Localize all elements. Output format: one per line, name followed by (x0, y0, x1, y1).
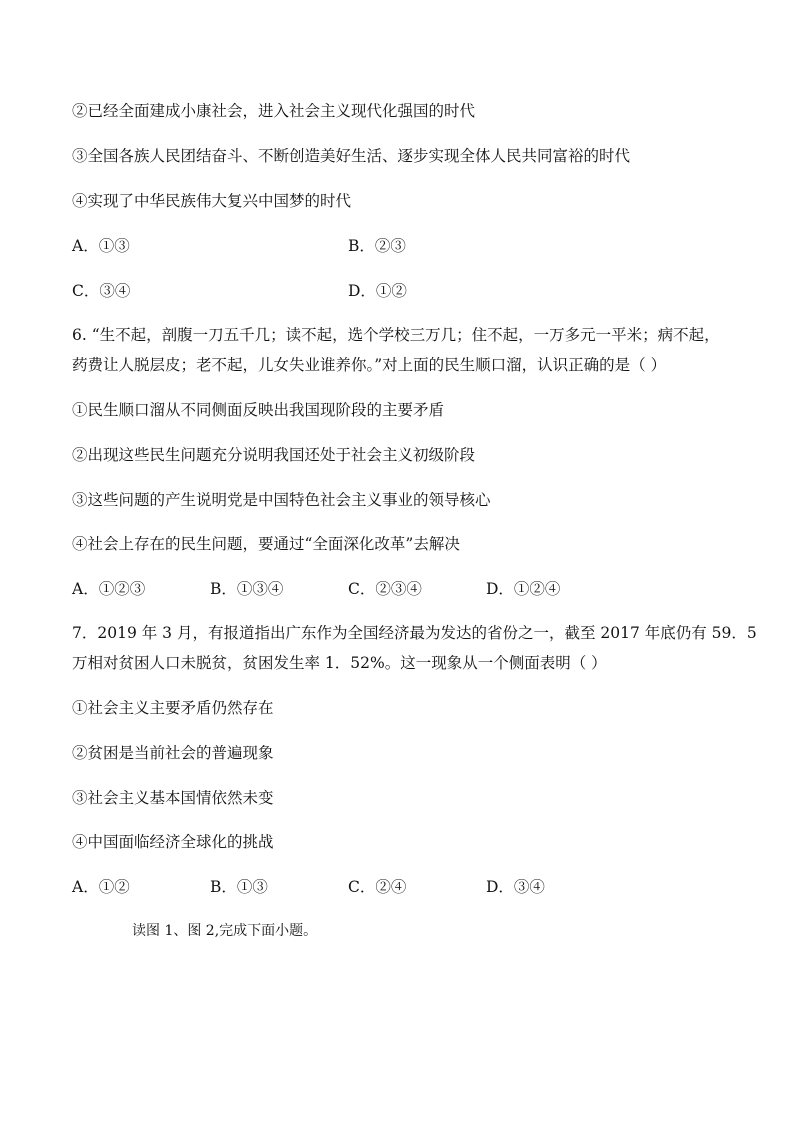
q5-option-b: B．②③ (348, 237, 406, 255)
q5-option-a: A．①③ (72, 237, 130, 255)
q7-option-a: A．①② (72, 878, 130, 896)
q6-option-a: A．①②③ (72, 580, 146, 598)
q7-option-c: C．②④ (348, 878, 407, 896)
figure-instruction: 读图 1、图 2,完成下面小题。 (132, 923, 318, 939)
q7-stem-line-1: 7．2019 年 3 月，有报道指出广东作为全国经济最为发达的省份之一，截至 2017 年底仍有 59．5 (72, 624, 757, 642)
q7-item-4: ④中国面临经济全球化的挑战 (72, 833, 274, 851)
q5-option-c: C．③④ (72, 282, 131, 300)
q5-item-4: ④实现了中华民族伟大复兴中国梦的时代 (72, 192, 352, 210)
q7-option-d: D．③④ (486, 878, 545, 896)
q7-stem-line-2: 万相对贫困人口未脱贫，贫困发生率 1．52%。这一现象从一个侧面表明（ ） (72, 654, 607, 672)
q6-item-1: ①民生顺口溜从不同侧面反映出我国现阶段的主要矛盾 (72, 401, 445, 419)
q5-item-2: ②已经全面建成小康社会，进入社会主义现代化强国的时代 (72, 102, 476, 120)
q6-stem-line-2: 药费让人脱层皮；老不起，儿女失业谁养你。”对上面的民生顺口溜，认识正确的是（ ） (72, 356, 667, 374)
q6-option-b: B．①③④ (210, 580, 284, 598)
q7-item-2: ②贫困是当前社会的普遍现象 (72, 744, 274, 762)
q7-option-b: B．①③ (210, 878, 268, 896)
q7-item-1: ①社会主义主要矛盾仍然存在 (72, 699, 274, 717)
q7-item-3: ③社会主义基本国情依然未变 (72, 789, 274, 807)
q6-item-3: ③这些问题的产生说明党是中国特色社会主义事业的领导核心 (72, 491, 491, 509)
q6-stem-line-1: 6. “生不起，剖腹一刀五千几；读不起，选个学校三万几；住不起，一万多元一平米；病不起， (72, 326, 720, 344)
q6-option-d: D．①②④ (486, 580, 561, 598)
q6-option-c: C．②③④ (348, 580, 422, 598)
q5-item-3: ③全国各族人民团结奋斗、不断创造美好生活、逐步实现全体人民共同富裕的时代 (72, 147, 631, 165)
q6-item-2: ②出现这些民生问题充分说明我国还处于社会主义初级阶段 (72, 446, 476, 464)
q6-item-4: ④社会上存在的民生问题，要通过“全面深化改革”去解决 (72, 535, 460, 553)
q5-option-d: D．①② (348, 282, 407, 300)
